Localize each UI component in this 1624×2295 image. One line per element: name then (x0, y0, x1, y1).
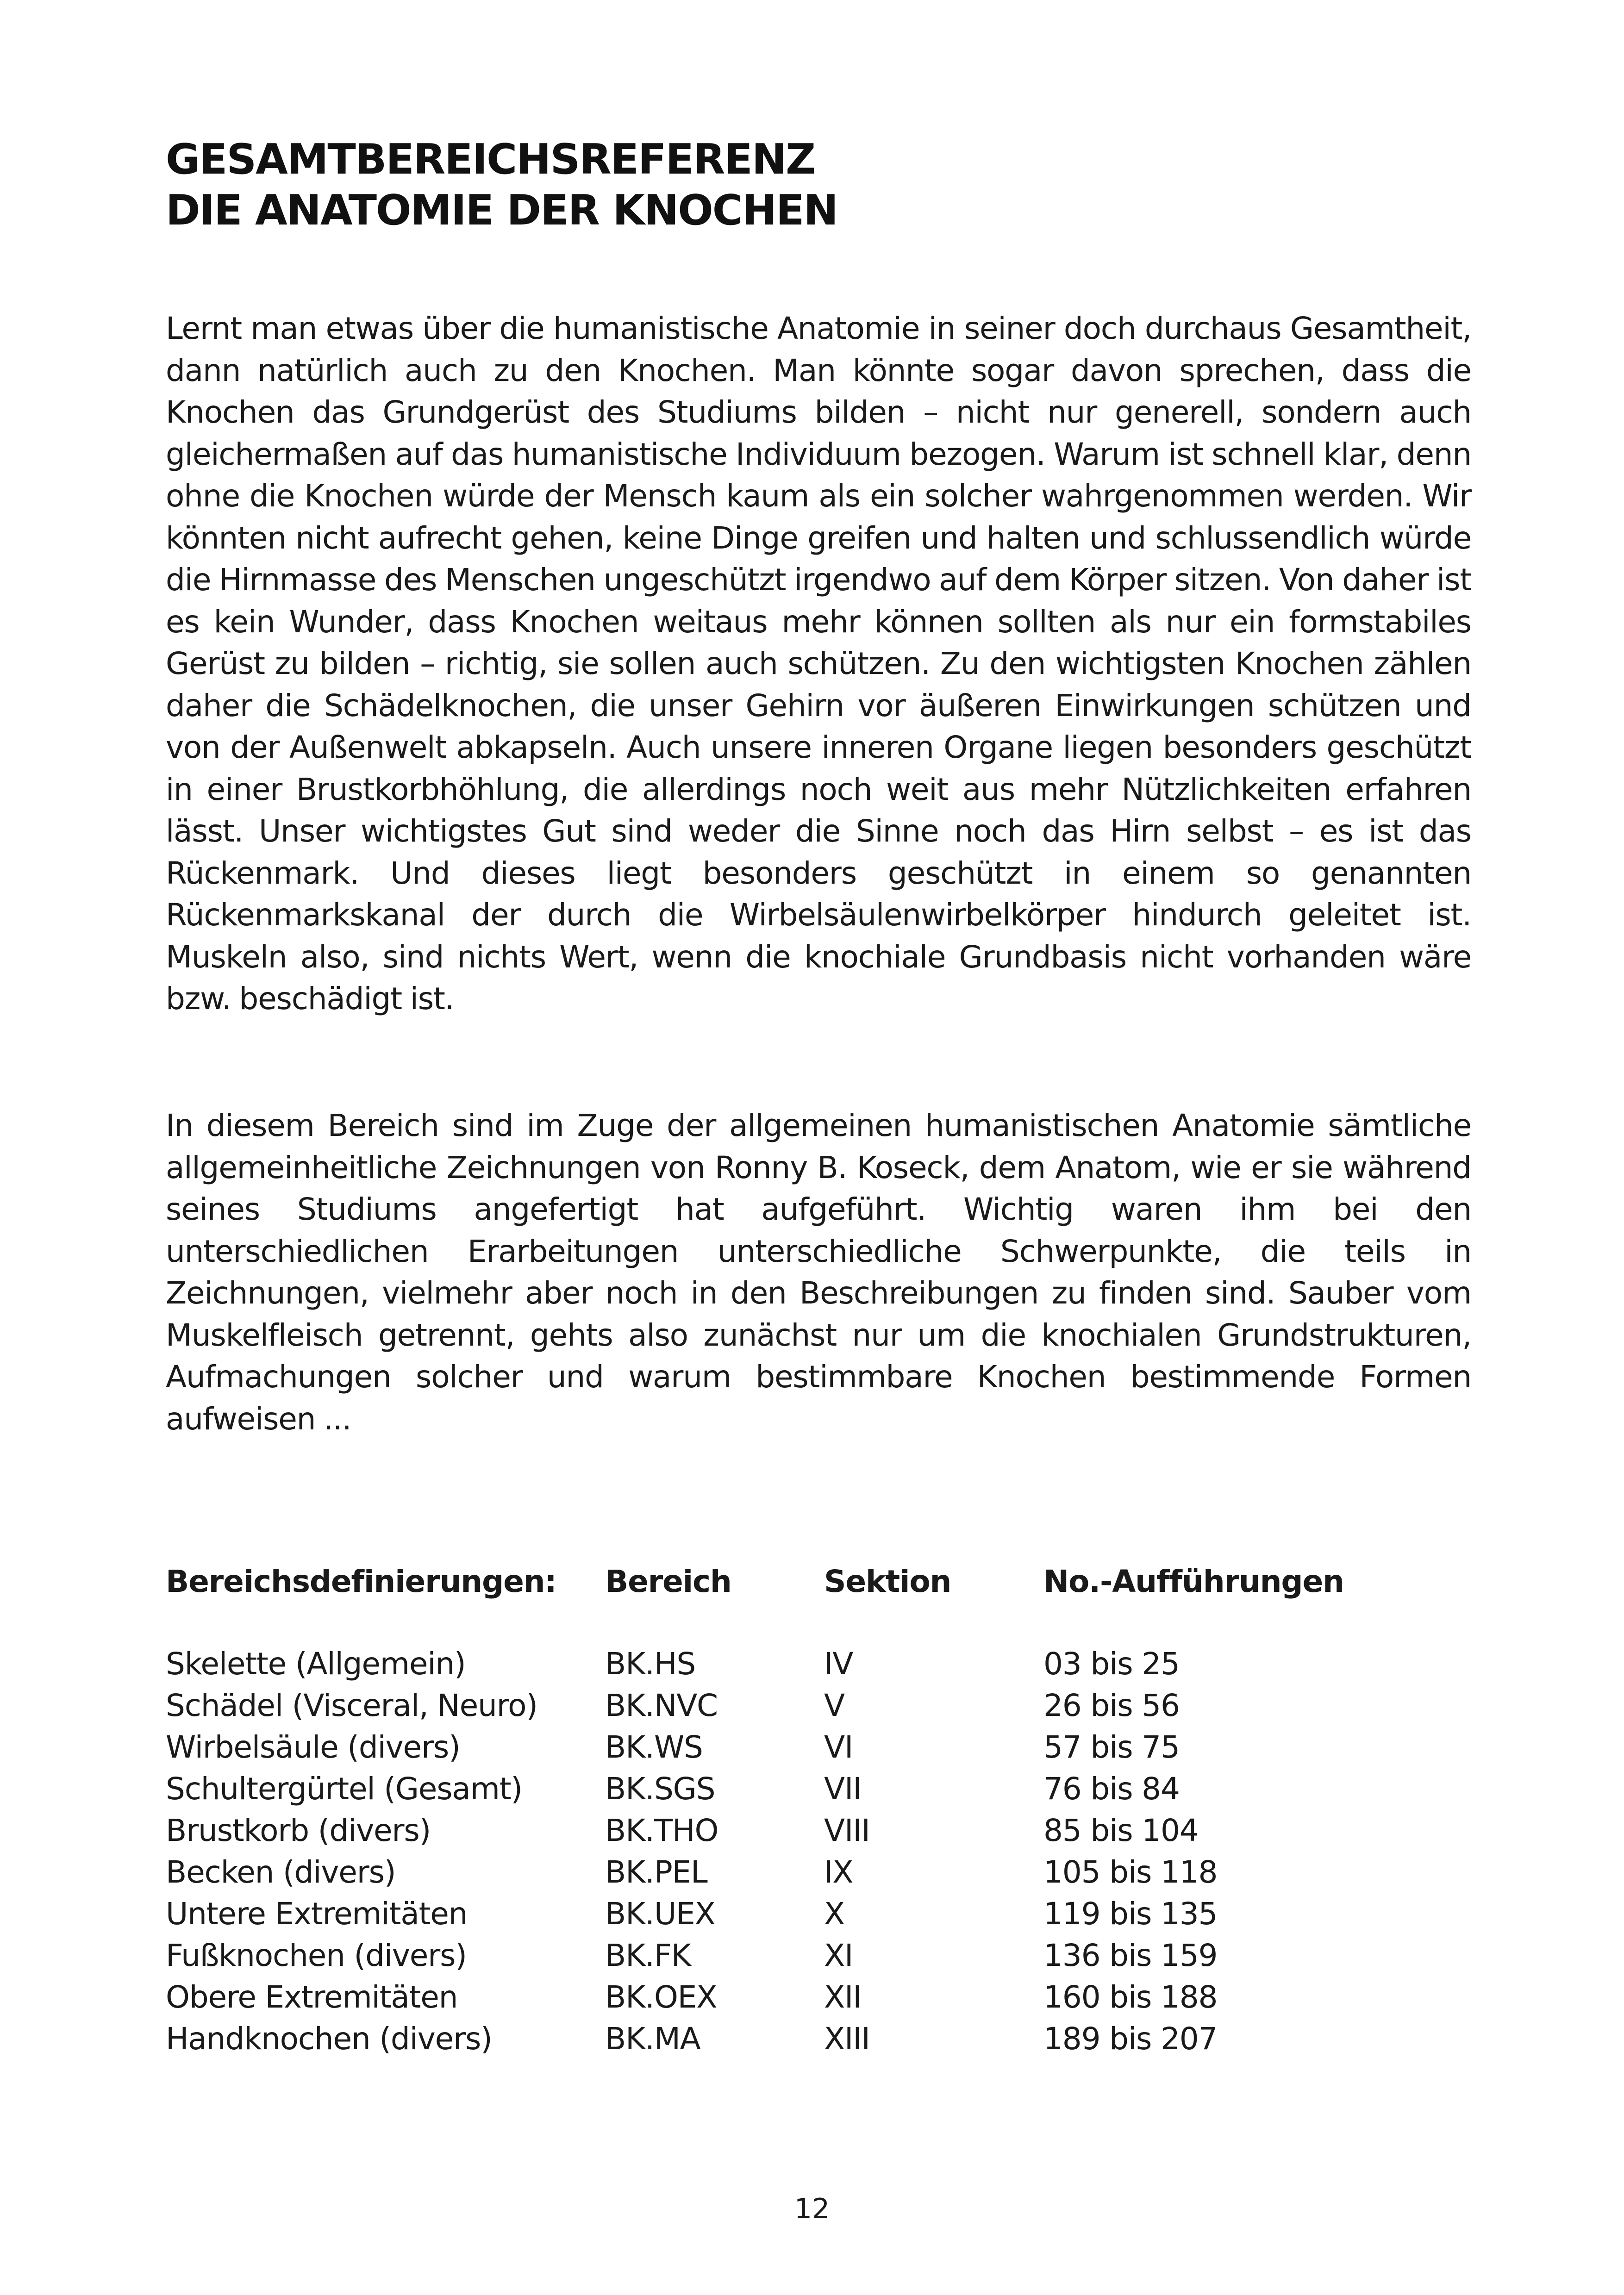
header-auffuehrungen: No.-Aufführungen (1043, 1564, 1344, 1599)
row-bereich: BK.FK (605, 1938, 691, 1973)
row-sektion: VII (824, 1771, 862, 1807)
row-sektion: V (824, 1688, 844, 1723)
row-sektion: XI (824, 1938, 853, 1973)
row-definition: Brustkorb (divers) (166, 1813, 431, 1848)
row-definition: Untere Extremitäten (166, 1896, 468, 1932)
row-auffuehrungen: 136 bis 159 (1043, 1938, 1218, 1973)
page-number: 12 (794, 2193, 830, 2225)
row-auffuehrungen: 160 bis 188 (1043, 1979, 1218, 2015)
intro-paragraph: Lernt man etwas über die humanistische Anatomie in seiner doch durchaus Gesamtheit, dann natürlich auch zu den Knochen. Man könnte sogar davon sprechen, dass die Knochen das Grundgerüst des Studiums bilden – nicht nur generell, sondern auch gleichermaßen auf das humanistische Individuum bezogen. Warum ist schnell klar, denn ohne die Knochen würde der Mensch kaum als ein solcher wahrgenommen werden. Wir könnten nicht aufrecht gehen, keine Dinge greifen und halten und schlussendlich würde die Hirnmasse des Menschen ungeschützt irgendwo auf dem Körper sitzen. Von daher ist es kein Wunder, dass Knochen weitaus mehr können sollten als nur ein formstabiles Gerüst zu bilden – richtig, sie sollen auch schützen. Zu den wichtigsten Knochen zählen daher die Schädelknochen, die unser Gehirn vor äußeren Einwirkungen schützen und von der Außenwelt abkapseln. Auch unsere inneren Organe liegen besonders geschützt in einer Brustkorbhöhlung, die allerdings noch weit aus mehr Nützlichkeiten erfahren lässt. Unser wichtigstes Gut sind weder die Sinne noch das Hirn selbst – es ist das Rückenmark. Und dieses liegt besonders geschützt in einem so genannten Rückenmarkskanal der durch die Wirbelsäulenwirbelkörper hindurch geleitet ist. Muskeln also, sind nichts Wert, wenn die knochiale Grundbasis nicht vorhanden wäre bzw. beschädigt ist. (166, 311, 1471, 1017)
row-sektion: XIII (824, 2021, 870, 2057)
table-header-row (166, 1561, 1471, 1603)
title-line-2: DIE ANATOMIE DER KNOCHEN (166, 186, 837, 235)
row-bereich: BK.HS (605, 1646, 696, 1682)
table-row (166, 1977, 1471, 2018)
table-row (166, 2018, 1471, 2060)
table-row (166, 1935, 1471, 1977)
header-bereichsdefinierungen: Bereichsdefinierungen: (166, 1564, 556, 1599)
row-auffuehrungen: 26 bis 56 (1043, 1688, 1180, 1723)
section-reference-table (166, 1561, 1471, 2060)
row-definition: Handknochen (divers) (166, 2021, 492, 2057)
row-sektion: VIII (824, 1813, 870, 1848)
title-line-1: GESAMTBEREICHSREFERENZ (166, 135, 815, 184)
row-definition: Becken (divers) (166, 1854, 396, 1890)
row-sektion: VI (824, 1729, 853, 1765)
header-bereich: Bereich (605, 1564, 731, 1599)
row-bereich: BK.SGS (605, 1771, 715, 1807)
row-auffuehrungen: 105 bis 118 (1043, 1854, 1218, 1890)
row-bereich: BK.UEX (605, 1896, 715, 1932)
row-bereich: BK.NVC (605, 1688, 718, 1723)
page-title (166, 134, 1462, 236)
row-bereich: BK.THO (605, 1813, 718, 1848)
row-definition: Skelette (Allgemein) (166, 1646, 466, 1682)
row-auffuehrungen: 85 bis 104 (1043, 1813, 1199, 1848)
row-auffuehrungen: 57 bis 75 (1043, 1729, 1180, 1765)
table-row (166, 1643, 1471, 1685)
table-row (166, 1685, 1471, 1727)
table-row (166, 1810, 1471, 1852)
row-sektion: XII (824, 1979, 862, 2015)
description-paragraph: In diesem Bereich sind im Zuge der allgemeinen humanistischen Anatomie sämtliche allgemeinheitliche Zeichnungen von Ronny B. Koseck, dem Anatom, wie er sie während seines Studiums angefertigt hat aufgeführt. Wichtig waren ihm bei den unterschiedlichen Erarbeitungen unterschiedliche Schwerpunkte, die teils in Zeichnungen, vielmehr aber noch in den Beschreibungen zu finden sind. Sauber vom Muskelfleisch getrennt, gehts also zunächst nur um die knochialen Grundstrukturen, Aufmachungen solcher und warum bestimmbare Knochen bestimmende Formen aufweisen ... (166, 1108, 1471, 1437)
table-row (166, 1893, 1471, 1935)
row-bereich: BK.MA (605, 2021, 700, 2057)
header-sektion: Sektion (824, 1564, 951, 1599)
row-sektion: IV (824, 1646, 853, 1682)
row-auffuehrungen: 03 bis 25 (1043, 1646, 1180, 1682)
row-bereich: BK.OEX (605, 1979, 717, 2015)
row-definition: Obere Extremitäten (166, 1979, 458, 2015)
table-row (166, 1768, 1471, 1810)
row-definition: Schultergürtel (Gesamt) (166, 1771, 522, 1807)
table-row (166, 1727, 1471, 1768)
table-row (166, 1852, 1471, 1893)
row-auffuehrungen: 189 bis 207 (1043, 2021, 1218, 2057)
row-auffuehrungen: 119 bis 135 (1043, 1896, 1218, 1932)
row-sektion: IX (824, 1854, 853, 1890)
row-sektion: X (824, 1896, 845, 1932)
row-auffuehrungen: 76 bis 84 (1043, 1771, 1180, 1807)
row-bereich: BK.PEL (605, 1854, 707, 1890)
row-bereich: BK.WS (605, 1729, 703, 1765)
row-definition: Wirbelsäule (divers) (166, 1729, 460, 1765)
row-definition: Fußknochen (divers) (166, 1938, 467, 1973)
row-definition: Schädel (Visceral, Neuro) (166, 1688, 537, 1723)
